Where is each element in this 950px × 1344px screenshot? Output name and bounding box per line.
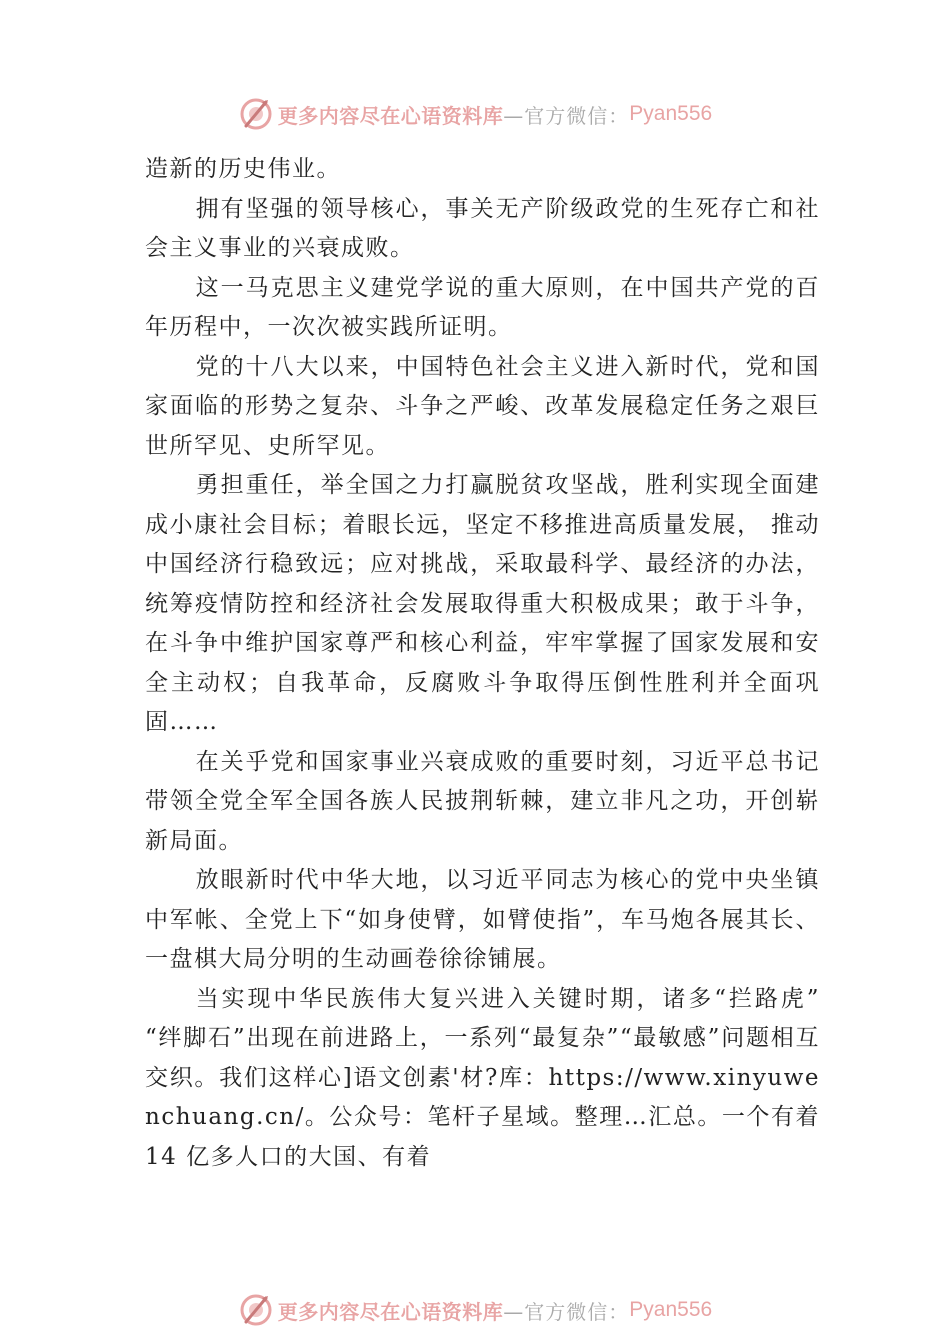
header-separator-text: —官方微信： [503, 103, 630, 128]
paragraph-2: 拥有坚强的领导核心，事关无产阶级政党的生死存亡和社会主义事业的兴衰成败。 [145, 195, 820, 261]
brand-logo-icon [238, 96, 274, 132]
brand-logo-icon [238, 1292, 274, 1328]
paragraph-6: 在关乎党和国家事业兴衰成败的重要时刻，习近平总书记带领全党全军全国各族人民披荆斩棘，建立非凡之功，开创崭新局面。 [145, 748, 820, 854]
footer-banner [0, 1290, 950, 1330]
footer-brand-text: 更多内容尽在心语资料库 [277, 1299, 504, 1324]
paragraph-1: 造新的历史伟业。 [145, 156, 341, 182]
paragraph-4: 党的十八大以来，中国特色社会主义进入新时代，党和国家面临的形势之复杂、斗争之严峻、改革发展稳定任务之艰巨世所罕见、史所罕见。 [145, 353, 820, 459]
paragraph-3: 这一马克思主义建党学说的重大原则，在中国共产党的百年历程中，一次次被实践所证明。 [145, 274, 820, 340]
header-brand-text: 更多内容尽在心语资料库 [277, 103, 504, 128]
footer-separator-text: —官方微信： [503, 1299, 630, 1324]
paragraph-7: 放眼新时代中华大地，以习近平同志为核心的党中央坐镇中军帐、全党上下“如身使臂，如臂使指”，车马炮各展其长、一盘棋大局分明的生动画卷徐徐铺展。 [145, 867, 820, 972]
paragraph-5: 勇担重任，举全国之力打赢脱贫攻坚战，胜利实现全面建成小康社会目标；着眼长远，坚定不移推进高质量发展， 推动中国经济行稳致远；应对挑战，采取最科学、最经济的办法，统筹疫情防控和经济社会发展取得重大积极成果；敢于斗争，在斗争中维护国家尊严和核心利益，牢牢掌握了国家发展和安全主动权；自我革命，反腐败斗争取得压倒性胜利并全面巩固…… [145, 472, 820, 735]
header-banner [0, 94, 950, 134]
header-wechat-id: Pyan556 [629, 102, 713, 125]
paragraph-8: 当实现中华民族伟大复兴进入关键时期，诸多“拦路虎” “绊脚石”出现在前进路上，一系列“最复杂”“最敏感”问题相互交织。我们这样心]语文创素'材?库：https://www.xinyuwenchuang.cn/。公众号：笔杆子星域。整理…汇总。一个有着 14 亿多人口的大国、有着 [145, 985, 820, 1170]
footer-wechat-id: Pyan556 [629, 1298, 713, 1321]
document-body [145, 150, 820, 1177]
